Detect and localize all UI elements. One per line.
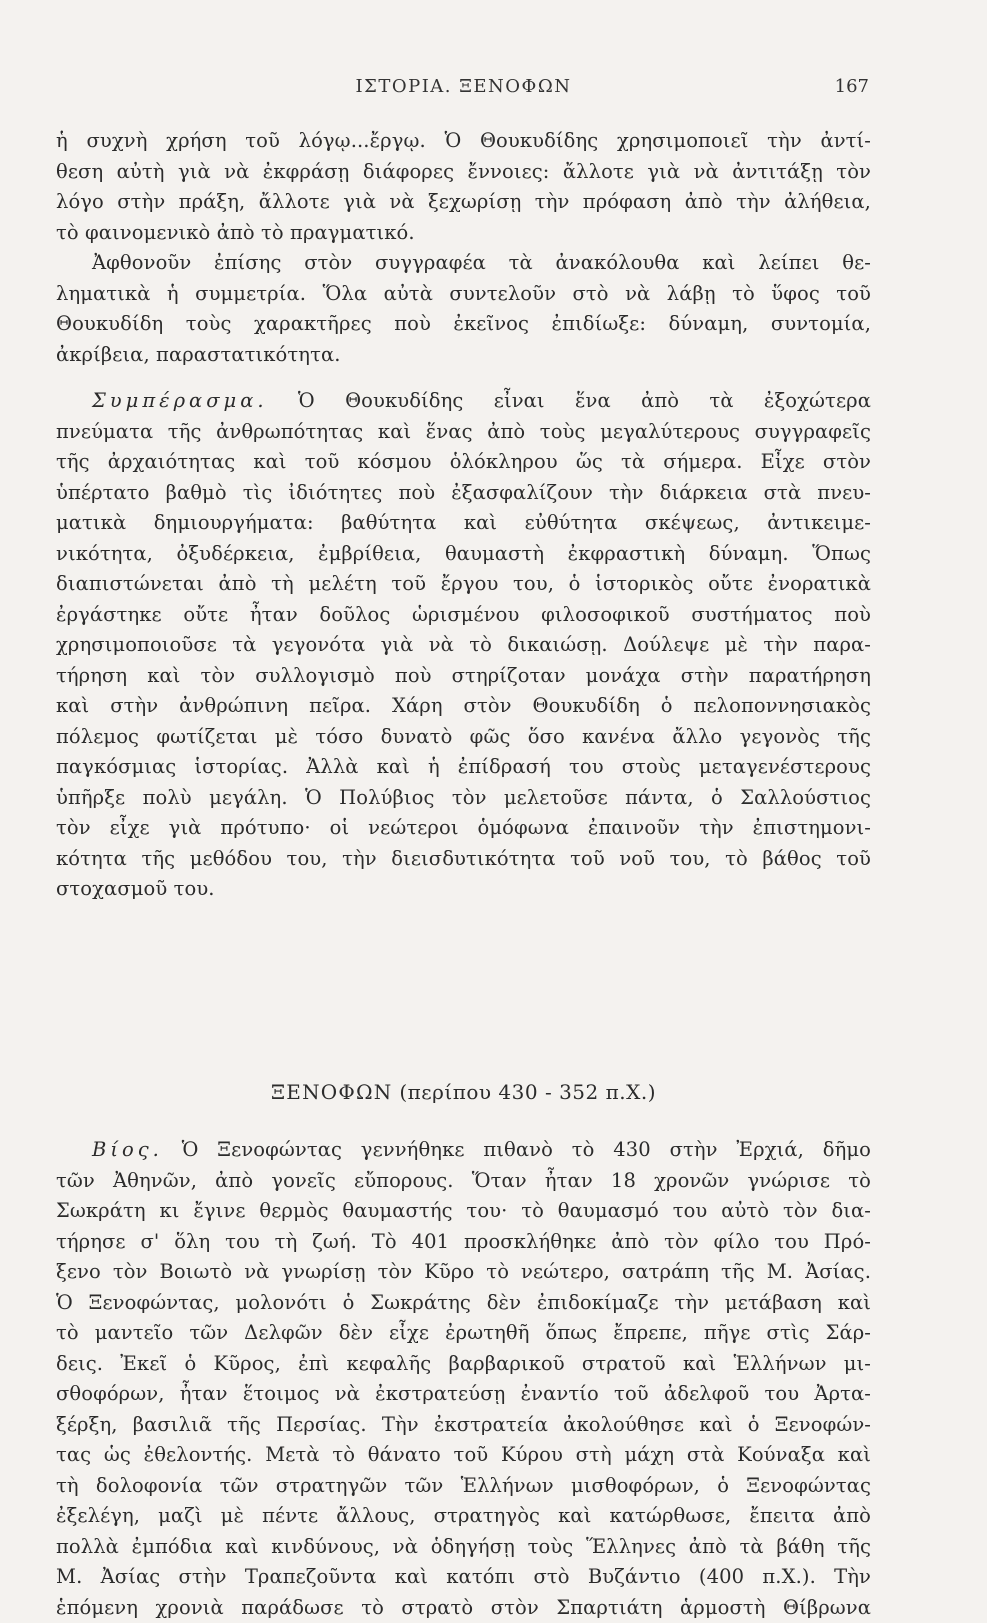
text-line: τῆς ἀρχαιότητας καὶ τοῦ κόσμου ὁλόκληρου ὥς τὰ σήμερα. Εἶχε στὸν	[56, 447, 871, 478]
text-line: ματικὰ δημιουργήματα: βαθύτητα καὶ εὐθύτητα σκέψεως, ἀντικειμε-	[56, 508, 871, 539]
text-line: τὸν εἶχε γιὰ πρότυπο· οἱ νεώτεροι ὁμόφωνα ἐπαινοῦν τὴν ἐπιστημονι-	[56, 813, 871, 844]
text-line: πόλεμος φωτίζεται μὲ τόσο δυνατὸ φῶς ὅσο κανένα ἄλλο γεγονὸς τῆς	[56, 722, 871, 753]
text-line: νικότητα, ὀξυδέρκεια, ἐμβρίθεια, θαυμαστὴ ἐκφραστικὴ δύναμη. Ὅπως	[56, 539, 871, 570]
lead-line-text: Ὁ Ξενοφώντας γεννήθηκε πιθανὸ τὸ 430 στὴν Ἐρχιά, δῆμο	[163, 1138, 871, 1161]
section-title: ΞΕΝΟΦΩΝ	[271, 1080, 392, 1104]
text-line: ξέρξη, βασιλιᾶ τῆς Περσίας. Τὴν ἐκστρατεία ἀκολούθησε καὶ ὁ Ξενοφών-	[56, 1410, 871, 1441]
text-line: καὶ στὴν ἀνθρώπινη πεῖρα. Χάρη στὸν Θουκυδίδη ὁ πελοποννησιακὸς	[56, 691, 871, 722]
paragraph-biography	[56, 1135, 871, 1623]
text-line: πνεύματα τῆς ἀνθρωπότητας καὶ ἕνας ἀπὸ τοὺς μεγαλύτερους συγγραφεῖς	[56, 417, 871, 448]
text-line: τῶν Ἀθηνῶν, ἀπὸ γονεῖς εὔπορους. Ὅταν ἦταν 18 χρονῶν γνώρισε τὸ	[56, 1166, 871, 1197]
text-line: ἐργάστηκε οὔτε ἦταν δοῦλος ὡρισμένου φιλοσοφικοῦ συστήματος ποὺ	[56, 600, 871, 631]
text-line: Μ. Ἀσίας στὴν Τραπεζοῦντα καὶ κατόπι στὸ Βυζάντιο (400 π.Χ.). Τὴν	[56, 1562, 871, 1593]
paragraph-lead-label: Βίος.	[92, 1138, 163, 1161]
text-line: ἀκρίβεια, παραστατικότητα.	[56, 340, 871, 371]
paragraph-conclusion	[56, 386, 871, 905]
text-line: ξενο τὸν Βοιωτὸ νὰ γνωρίσῃ τὸν Κῦρο τὸ νεώτερο, σατράπη τῆς Μ. Ἀσίας.	[56, 1257, 871, 1288]
text-line: τήρησε σ' ὅλη του τὴ ζωή. Τὸ 401 προσκλήθηκε ἀπὸ τὸν φίλο του Πρό-	[56, 1227, 871, 1258]
text-line-lead	[56, 386, 871, 417]
text-line: Σωκράτη κι ἔγινε θερμὸς θαυμαστής του· τὸ θαυμασμό του αὐτὸ τὸν δια-	[56, 1196, 871, 1227]
text-line: λόγο στὴν πράξη, ἄλλοτε γιὰ νὰ ξεχωρίσῃ τὴν πρόφαση ἀπὸ τὴν ἀλήθεια,	[56, 187, 871, 218]
text-line: στοχασμοῦ του.	[56, 874, 871, 905]
section-dates: (περίπου 430 - 352 π.Χ.)	[399, 1080, 656, 1104]
running-title: ΙΣΤΟΡΙΑ. ΞΕΝΟΦΩΝ	[56, 76, 871, 97]
text-line-lead	[56, 1135, 871, 1166]
text-line: τὴ δολοφονία τῶν στρατηγῶν τῶν Ἑλλήνων μισθοφόρων, ὁ Ξενοφώντας	[56, 1471, 871, 1502]
text-line: ληματικὰ ἡ συμμετρία. Ὅλα αὐτὰ συντελοῦν στὸ νὰ λάβῃ τὸ ὕφος τοῦ	[56, 279, 871, 310]
text-line: ἐξελέγη, μαζὶ μὲ πέντε ἄλλους, στρατηγὸς καὶ κατώρθωσε, ἔπειτα ἀπὸ	[56, 1501, 871, 1532]
text-line: τὸ φαινομενικὸ ἀπὸ τὸ πραγματικό.	[56, 218, 871, 249]
text-line: τήρηση καὶ τὸν συλλογισμὸ ποὺ στηρίζοταν μονάχα στὴν παρατήρηση	[56, 661, 871, 692]
text-line: Ὁ Ξενοφώντας, μολονότι ὁ Σωκράτης δὲν ἐπιδοκίμαζε τὴν μετάβαση καὶ	[56, 1288, 871, 1319]
lead-line-text: Ὁ Θουκυδίδης εἶναι ἕνα ἀπὸ τὰ ἐξοχώτερα	[268, 389, 871, 412]
text-line: θεση αὐτὴ γιὰ νὰ ἐκφράσῃ διάφορες ἔννοιες: ἄλλοτε γιὰ νὰ ἀντιτάξῃ τὸν	[56, 157, 871, 188]
text-line: χρησιμοποιοῦσε τὰ γεγονότα γιὰ νὰ τὸ δικαιώσῃ. Δούλεψε μὲ τὴν παρα-	[56, 630, 871, 661]
text-line: ὑπῆρξε πολὺ μεγάλη. Ὁ Πολύβιος τὸν μελετοῦσε πάντα, ὁ Σαλλούστιος	[56, 783, 871, 814]
text-line: τὸ μαντεῖο τῶν Δελφῶν δὲν εἶχε ἐρωτηθῆ ὅπως ἔπρεπε, πῆγε στὶς Σάρ-	[56, 1318, 871, 1349]
text-line: σθοφόρων, ἦταν ἕτοιμος νὰ ἐκστρατεύσῃ ἐναντίο τοῦ ἀδελφοῦ του Ἀρτα-	[56, 1379, 871, 1410]
text-line: δεις. Ἐκεῖ ὁ Κῦρος, ἐπὶ κεφαλῆς βαρβαρικοῦ στρατοῦ καὶ Ἑλλήνων μι-	[56, 1349, 871, 1380]
section-heading	[56, 1080, 871, 1104]
text-line: παγκόσμιας ἱστορίας. Ἀλλὰ καὶ ἡ ἐπίδρασή του στοὺς μεταγενέστερους	[56, 752, 871, 783]
text-line: κότητα τῆς μεθόδου του, τὴν διεισδυτικότητα τοῦ νοῦ του, τὸ βάθος τοῦ	[56, 844, 871, 875]
text-line: ἡ συχνὴ χρήση τοῦ λόγῳ...ἔργῳ. Ὁ Θουκυδίδης χρησιμοποιεῖ τὴν ἀντί-	[56, 126, 871, 157]
text-line: Ἀφθονοῦν ἐπίσης στὸν συγγραφέα τὰ ἀνακόλουθα καὶ λείπει θε-	[56, 248, 871, 279]
page-number: 167	[835, 76, 869, 97]
paragraph-continuation	[56, 126, 871, 370]
text-line: διαπιστώνεται ἀπὸ τὴ μελέτη τοῦ ἔργου του, ὁ ἱστορικὸς οὔτε ἐνορατικὰ	[56, 569, 871, 600]
text-line: τας ὡς ἐθελοντής. Μετὰ τὸ θάνατο τοῦ Κύρου στὴ μάχη στὰ Κούναξα καὶ	[56, 1440, 871, 1471]
text-line: Θουκυδίδη τοὺς χαρακτῆρες ποὺ ἐκεῖνος ἐπιδίωξε: δύναμη, συντομία,	[56, 309, 871, 340]
text-line: ὑπέρτατο βαθμὸ τὶς ἰδιότητες ποὺ ἐξασφαλίζουν τὴν διάρκεια στὰ πνευ-	[56, 478, 871, 509]
paragraph-lead-label: Συμπέρασμα.	[92, 389, 268, 412]
text-line: πολλὰ ἐμπόδια καὶ κινδύνους, νὰ ὁδηγήσῃ τοὺς Ἕλληνες ἀπὸ τὰ βάθη τῆς	[56, 1532, 871, 1563]
text-line: ἑπόμενη χρονιὰ παράδωσε τὸ στρατὸ στὸν Σπαρτιάτη ἁρμοστὴ Θίβρωνα	[56, 1593, 871, 1623]
running-head	[56, 76, 871, 102]
